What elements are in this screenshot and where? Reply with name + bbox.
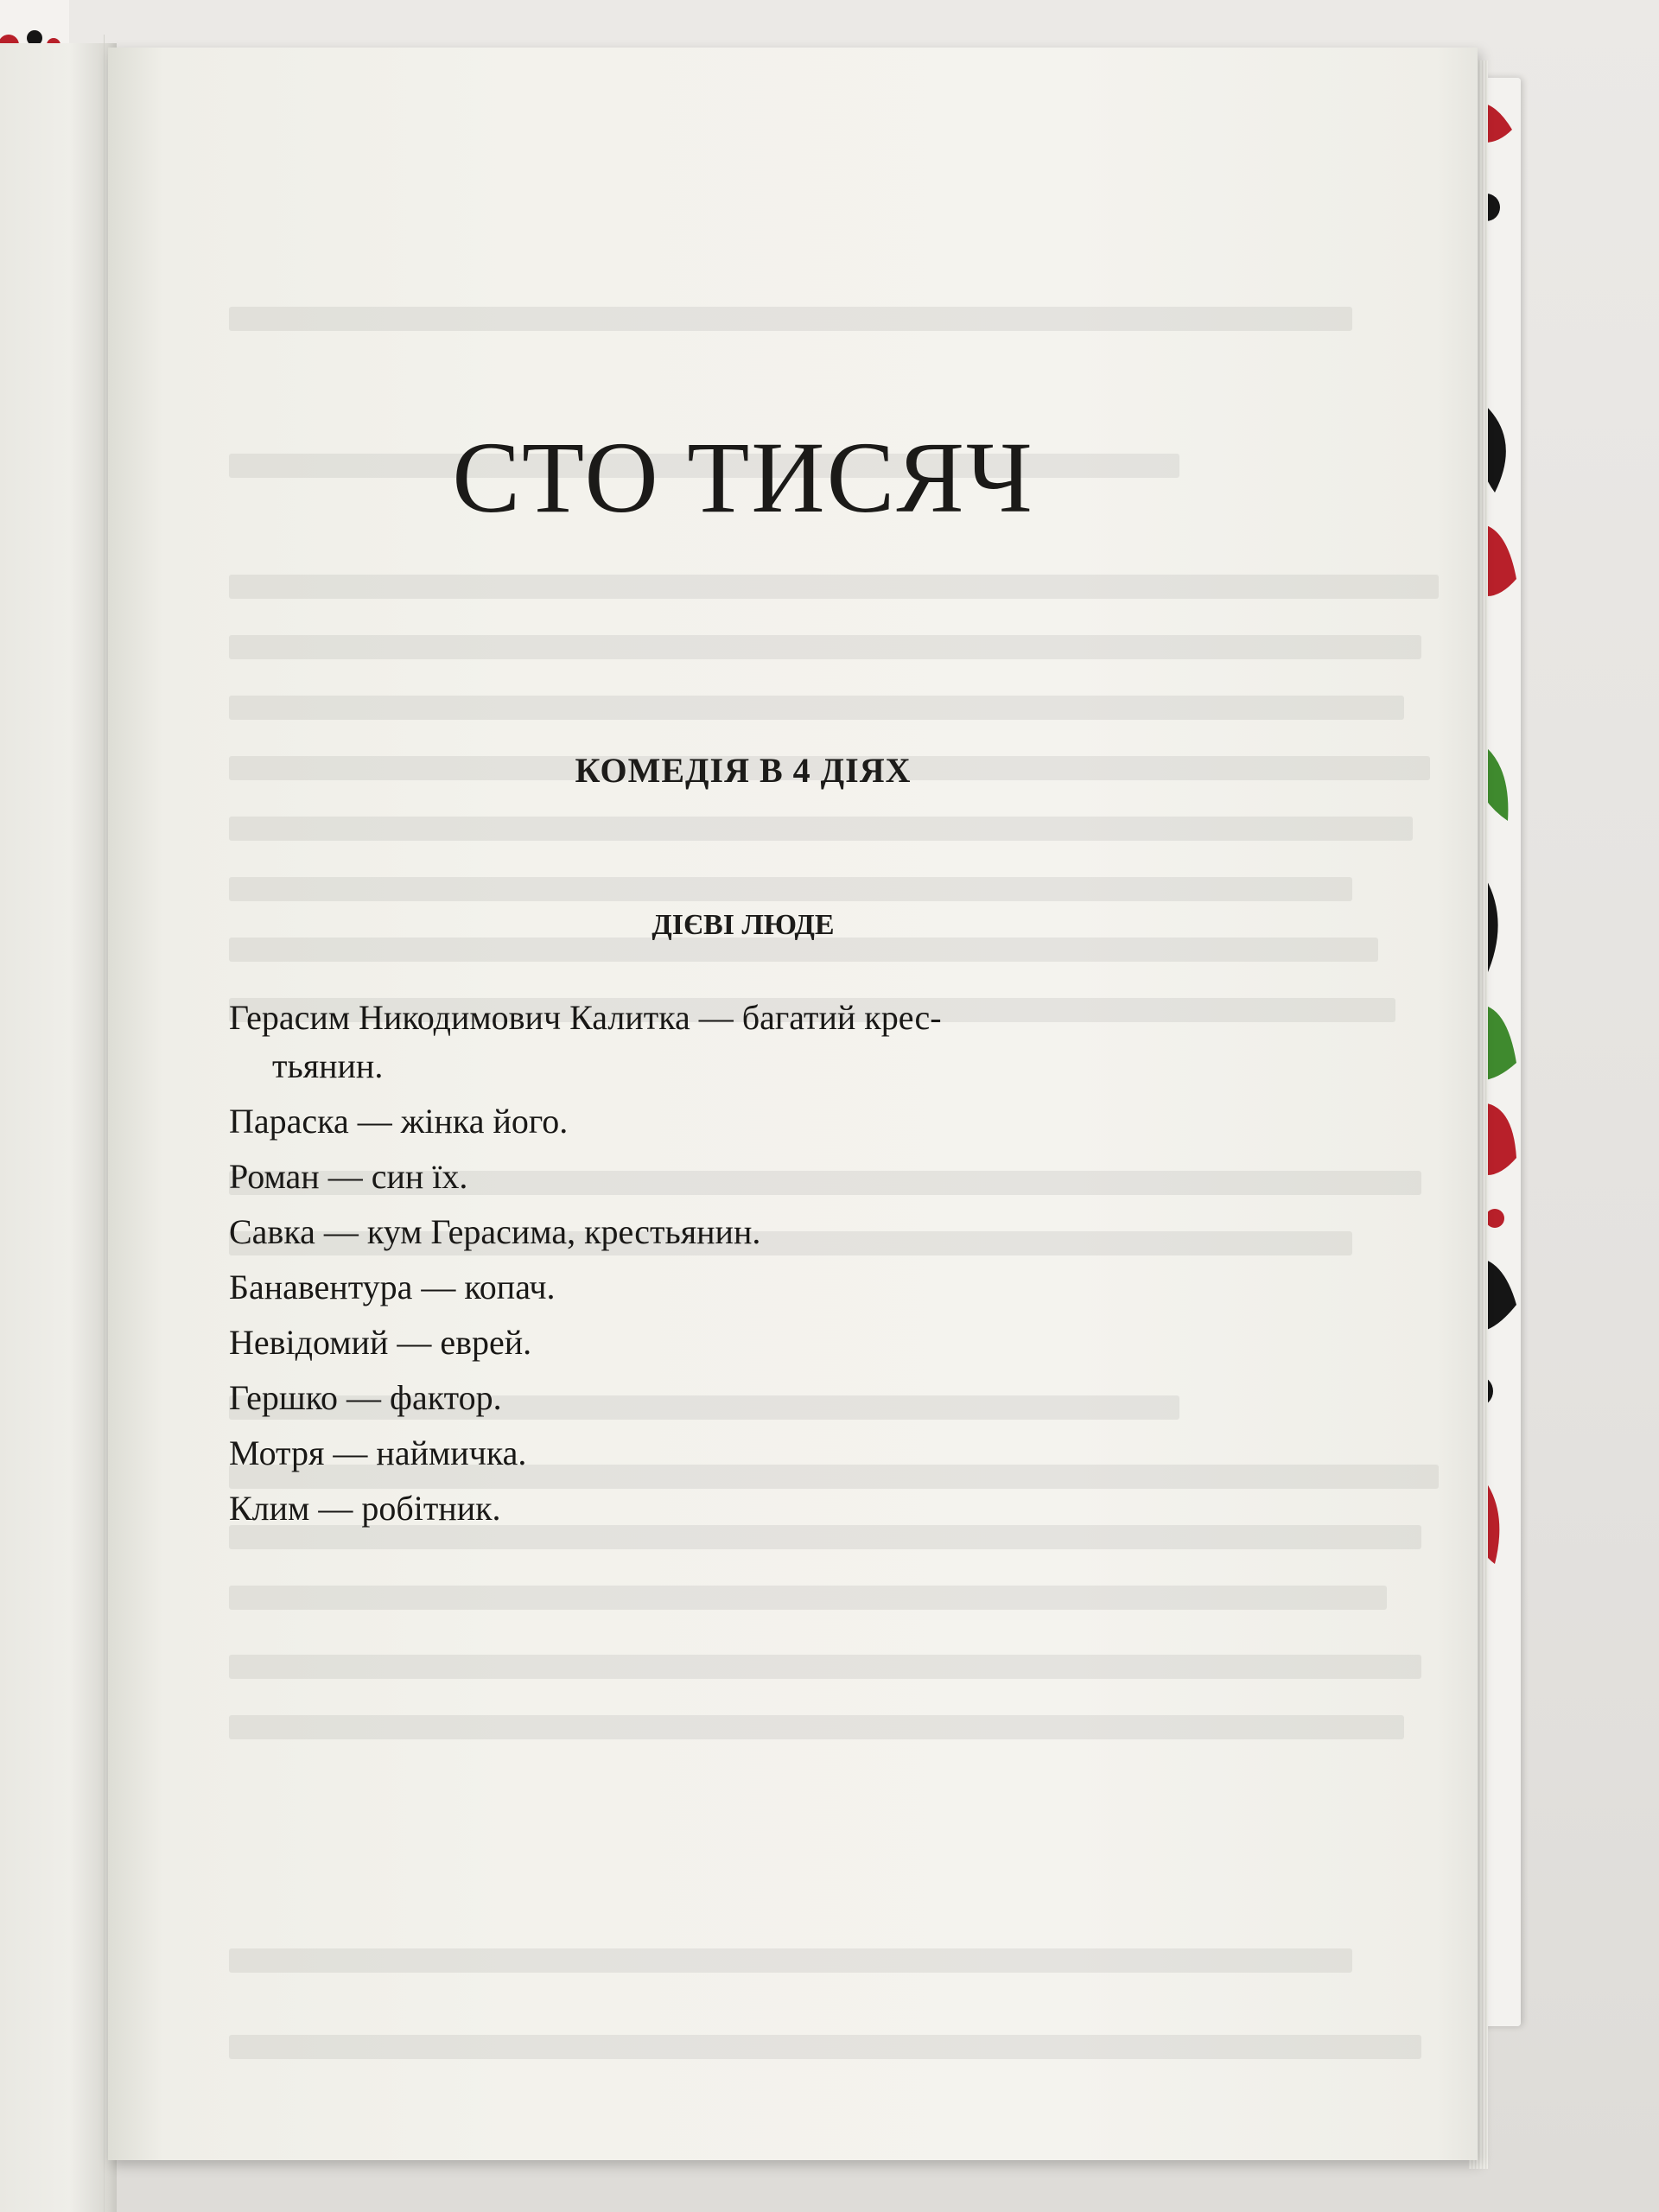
cast-entry [229,994,1283,1090]
cast-entry: Клим — робітник. [229,1489,501,1528]
cast-entry: Невідомий — еврей. [229,1323,532,1362]
cast-entry: Мотря — наймичка. [229,1433,527,1472]
page-title: СТО ТИСЯЧ [452,421,1034,534]
cast-heading: ДІЄВІ ЛЮДЕ [652,909,835,941]
cast-entry: Роман — син їх. [229,1157,468,1196]
cast-entry: Параска — жінка його. [229,1102,569,1141]
left-page-edge [0,35,105,2212]
cast-entry: Банавентура — копач. [229,1268,556,1306]
cast-entry: Гершко — фактор. [229,1378,502,1417]
cast-entry: Савка — кум Герасима, крестьянин. [229,1212,761,1251]
cast-list [229,994,1283,1533]
cast-line: Герасим Никодимович Калитка — багатий крес- [229,998,942,1037]
play-subtitle: КОМЕДІЯ В 4 ДІЯХ [575,751,912,790]
cast-line-continued: тьянин. [272,1046,384,1085]
